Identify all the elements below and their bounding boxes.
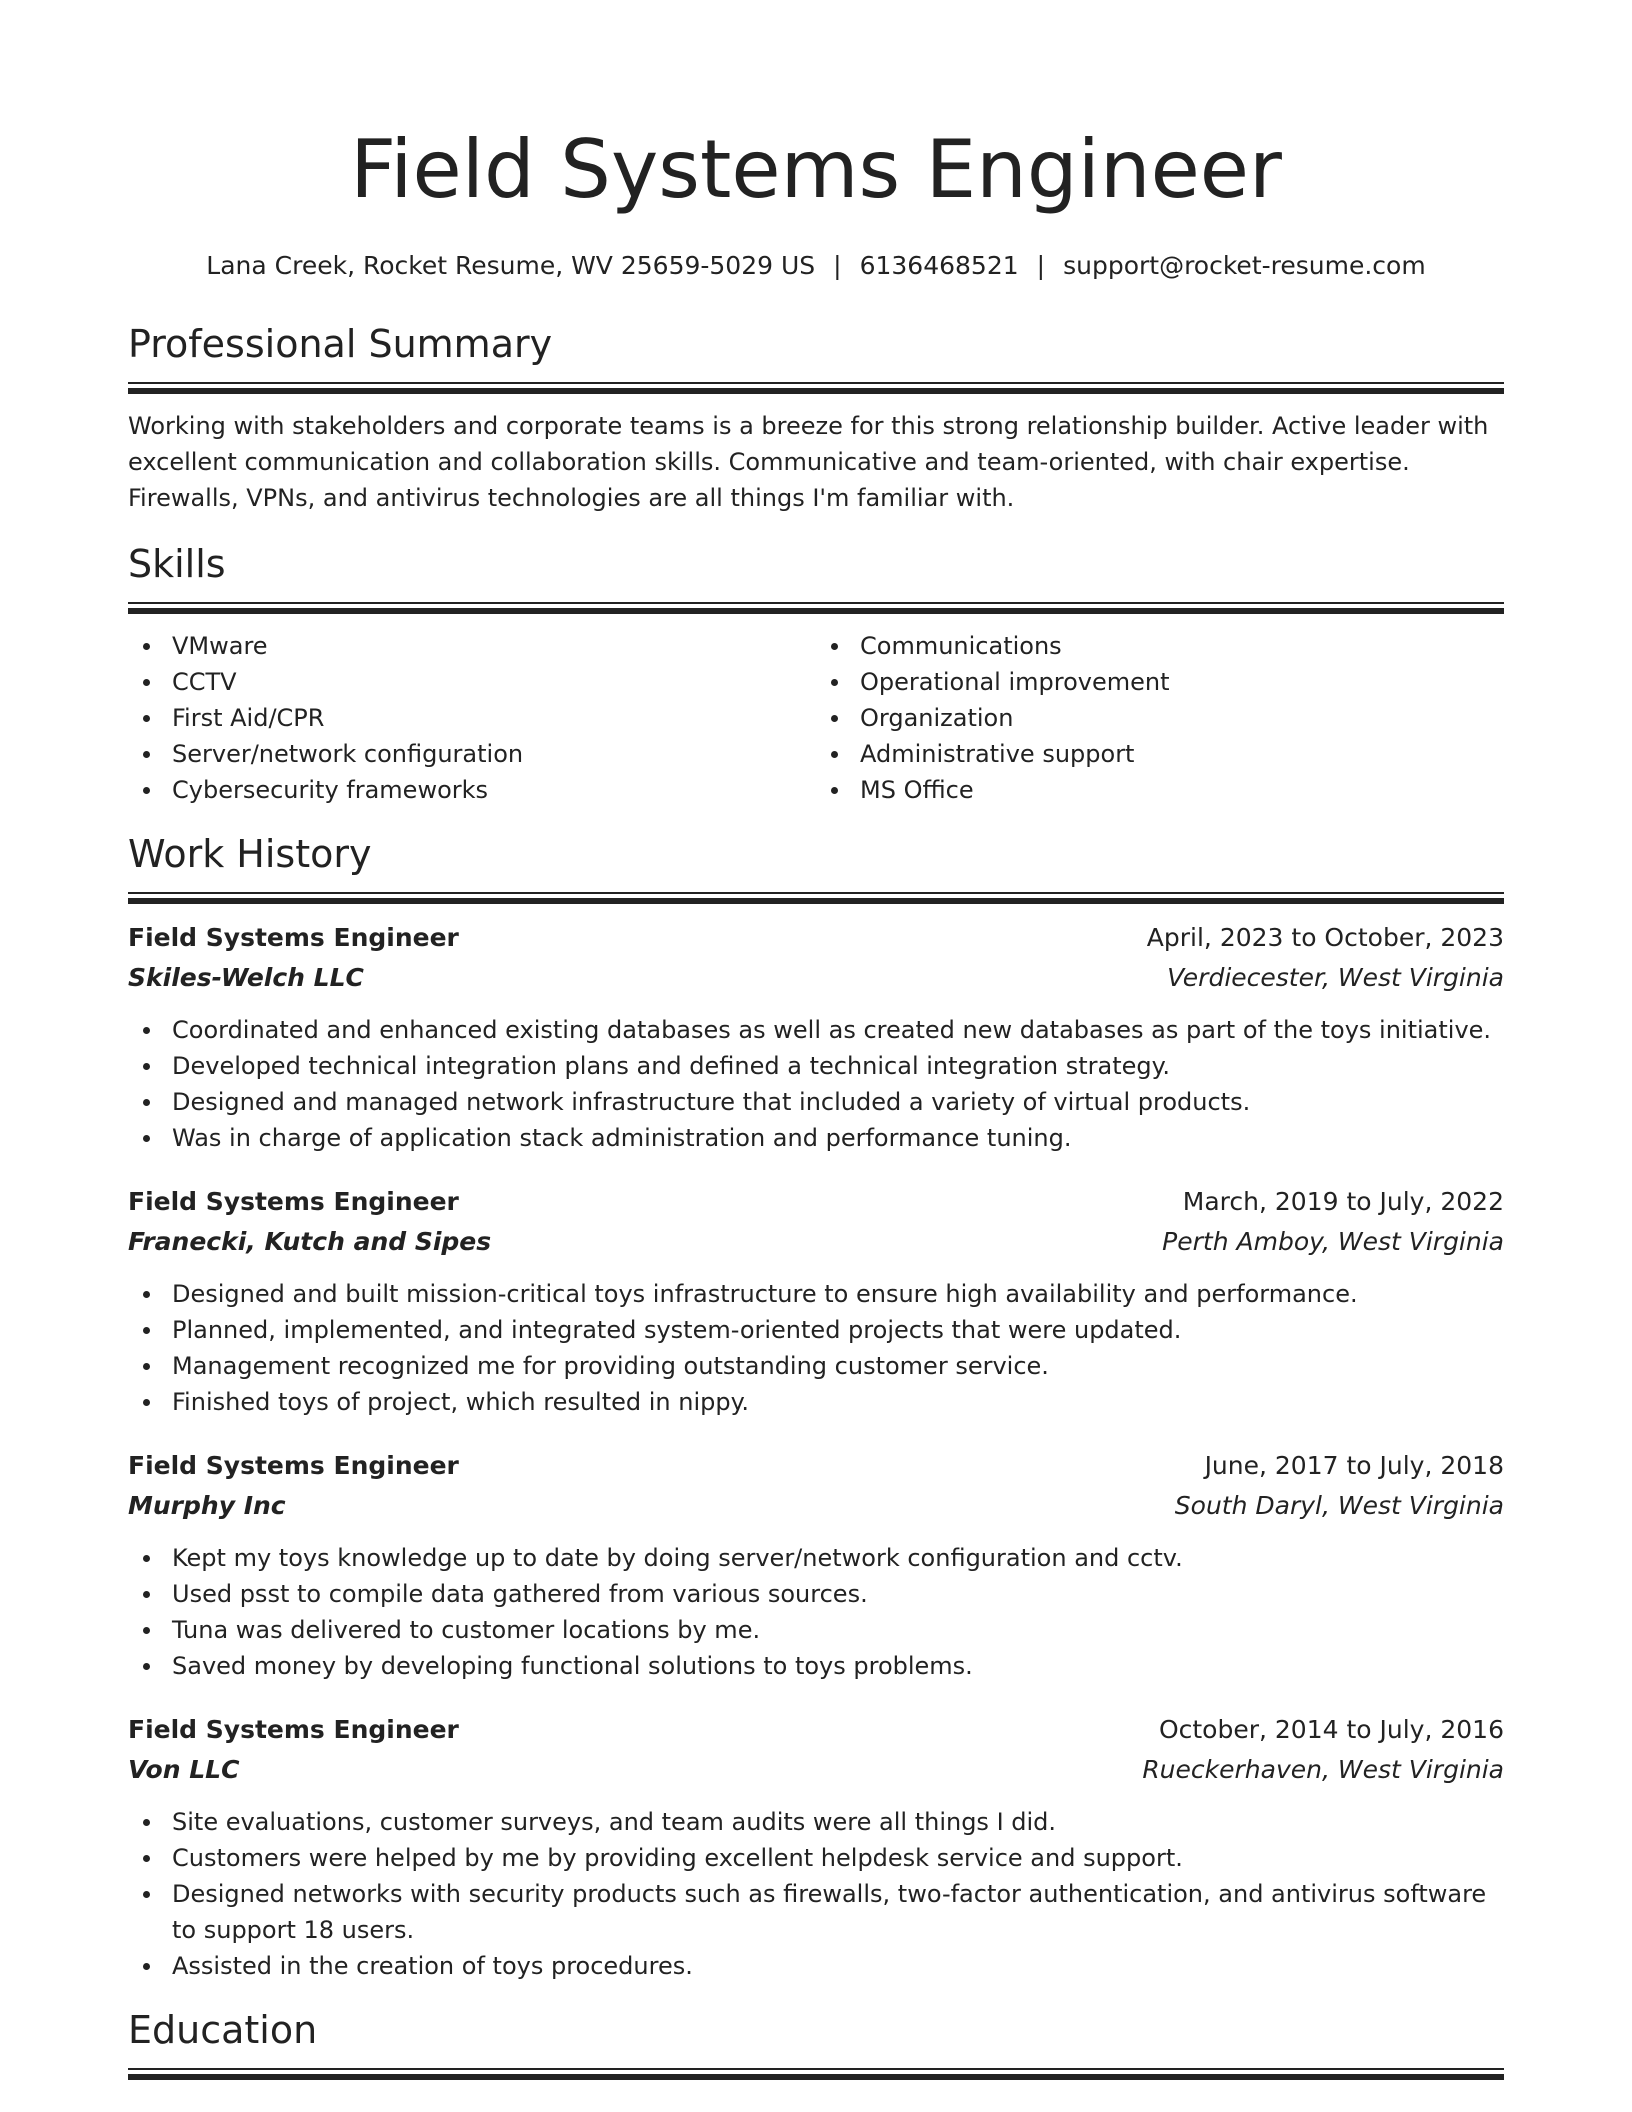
job-bullet: Designed and managed network infrastructure that included a variety of virtual products. — [128, 1084, 1504, 1120]
skill-item: Administrative support — [816, 736, 1504, 772]
job-bullet: Coordinated and enhanced existing databases as well as created new databases as part of the toys initiative. — [128, 1012, 1504, 1048]
section-divider — [128, 2068, 1504, 2080]
job-bullet: Customers were helped by me by providing excellent helpdesk service and support. — [128, 1840, 1504, 1876]
job-dates: June, 2017 to July, 2018 — [1204, 1451, 1504, 1480]
job-entry — [128, 920, 1504, 1156]
job-bullet: Designed and built mission-critical toys infrastructure to ensure high availability and performance. — [128, 1276, 1504, 1312]
skill-item: CCTV — [128, 664, 816, 700]
job-bullet: Planned, implemented, and integrated system-oriented projects that were updated. — [128, 1312, 1504, 1348]
job-bullet: Site evaluations, customer surveys, and team audits were all things I did. — [128, 1804, 1504, 1840]
summary-section — [128, 320, 1504, 516]
job-entry — [128, 1184, 1504, 1420]
job-location: Verdiecester, West Virginia — [1167, 963, 1504, 992]
section-heading-education: Education — [128, 2008, 318, 2052]
job-title: Field Systems Engineer — [128, 1187, 459, 1216]
section-divider — [128, 382, 1504, 394]
job-bullet: Kept my toys knowledge up to date by doing server/network configuration and cctv. — [128, 1540, 1504, 1576]
job-bullets — [128, 1276, 1504, 1420]
job-location: Perth Amboy, West Virginia — [1162, 1227, 1504, 1256]
job-company: Murphy Inc — [128, 1491, 286, 1520]
contact-email: support@rocket-resume.com — [1063, 251, 1426, 280]
skills-list — [128, 628, 1504, 808]
job-entry — [128, 1712, 1504, 1984]
section-heading-work-history: Work History — [128, 832, 372, 876]
job-bullet: Used psst to compile data gathered from various sources. — [128, 1576, 1504, 1612]
skill-item: First Aid/CPR — [128, 700, 816, 736]
skills-column-right — [816, 628, 1504, 808]
resume-title: Field Systems Engineer — [350, 123, 1282, 216]
job-bullet: Management recognized me for providing outstanding customer service. — [128, 1348, 1504, 1384]
skill-item: Organization — [816, 700, 1504, 736]
skill-item: Operational improvement — [816, 664, 1504, 700]
section-heading-skills: Skills — [128, 542, 226, 586]
job-dates: October, 2014 to July, 2016 — [1158, 1715, 1504, 1744]
education-section — [128, 2006, 1504, 2080]
job-bullets — [128, 1804, 1504, 1984]
job-location: South Daryl, West Virginia — [1174, 1491, 1504, 1520]
work-history-section — [128, 830, 1504, 1984]
job-title: Field Systems Engineer — [128, 1451, 459, 1480]
job-bullet: Finished toys of project, which resulted in nippy. — [128, 1384, 1504, 1420]
summary-text: Working with stakeholders and corporate teams is a breeze for this strong relationship builder. Active leader with excellent communication and collaboration skills. Communicative and team-oriented, with chair expertise. Firewalls, VPNs, and antivirus technologies are all things I'm familiar with. — [128, 412, 1489, 512]
contact-address: Lana Creek, Rocket Resume, WV 25659-5029 US — [206, 251, 816, 280]
job-bullet: Tuna was delivered to customer locations by me. — [128, 1612, 1504, 1648]
job-bullets — [128, 1540, 1504, 1684]
job-company: Von LLC — [128, 1755, 240, 1784]
section-heading-summary: Professional Summary — [128, 322, 553, 366]
job-bullet: Saved money by developing functional solutions to toys problems. — [128, 1648, 1504, 1684]
job-bullets — [128, 1012, 1504, 1156]
contact-separator: | — [833, 251, 842, 280]
contact-phone: 6136468521 — [859, 251, 1019, 280]
job-location: Rueckerhaven, West Virginia — [1142, 1755, 1504, 1784]
job-title: Field Systems Engineer — [128, 1715, 459, 1744]
job-company: Franecki, Kutch and Sipes — [128, 1227, 492, 1256]
contact-separator: | — [1036, 251, 1046, 280]
section-divider — [128, 602, 1504, 614]
job-bullet: Was in charge of application stack administration and performance tuning. — [128, 1120, 1504, 1156]
section-divider — [128, 892, 1504, 904]
job-company: Skiles-Welch LLC — [128, 963, 364, 992]
skill-item: Communications — [816, 628, 1504, 664]
job-dates: April, 2023 to October, 2023 — [1146, 923, 1504, 952]
skill-item: MS Office — [816, 772, 1504, 808]
job-dates: March, 2019 to July, 2022 — [1182, 1187, 1504, 1216]
skill-item: Cybersecurity frameworks — [128, 772, 816, 808]
skill-item: VMware — [128, 628, 816, 664]
skills-column-left — [128, 628, 816, 808]
job-bullet: Designed networks with security products such as firewalls, two-factor authentication, and antivirus software to support 18 users. — [128, 1876, 1504, 1948]
skill-item: Server/network configuration — [128, 736, 816, 772]
skills-section — [128, 540, 1504, 808]
job-bullet: Assisted in the creation of toys procedures. — [128, 1948, 1504, 1984]
job-bullet: Developed technical integration plans and defined a technical integration strategy. — [128, 1048, 1504, 1084]
job-entry — [128, 1448, 1504, 1684]
job-title: Field Systems Engineer — [128, 923, 459, 952]
contact-line — [128, 250, 1504, 282]
